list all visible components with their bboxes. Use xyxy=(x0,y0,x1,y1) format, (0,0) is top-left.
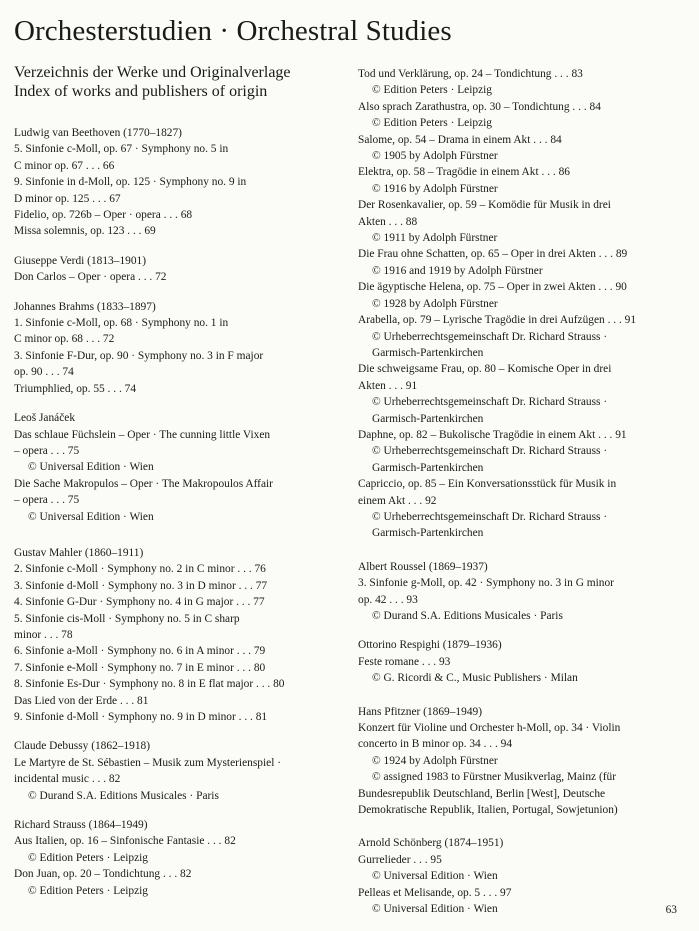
work-line: op. 42 . . . 93 xyxy=(358,593,418,606)
work-line: Salome, op. 54 – Drama in einem Akt . . . 84 xyxy=(358,133,562,146)
work-line: op. 90 . . . 74 xyxy=(14,366,74,379)
publisher-line: Garmisch-Partenkirchen xyxy=(372,412,484,425)
work-line: – opera . . . 75 xyxy=(14,444,80,457)
work-line: 3. Sinfonie F-Dur, op. 90 · Symphony no. 3 in F major xyxy=(14,349,264,362)
work-line: Arabella, op. 79 – Lyrische Tragödie in drei Aufzügen . . . 91 xyxy=(358,314,637,327)
publisher-line: © G. Ricordi & C., Music Publishers · Milan xyxy=(372,672,578,685)
composer-section xyxy=(14,125,344,240)
publisher-line: © Urheberrechtsgemeinschaft Dr. Richard Strauss · xyxy=(372,510,608,523)
composer-name: Claude Debussy (1862–1918) xyxy=(14,740,151,753)
work-line: – opera . . . 75 xyxy=(14,494,80,507)
work-line: C minor op. 67 . . . 66 xyxy=(14,159,115,172)
publisher-line: © 1928 by Adolph Fürstner xyxy=(372,297,498,310)
work-line: 4. Sinfonie G-Dur · Symphony no. 4 in G major . . . 77 xyxy=(14,596,265,609)
work-line: 1. Sinfonie c-Moll, op. 68 · Symphony no. 1 in xyxy=(14,317,229,330)
work-line: Don Carlos – Oper · opera . . . 72 xyxy=(14,271,167,284)
work-line: 6. Sinfonie a-Moll · Symphony no. 6 in A minor . . . 79 xyxy=(14,645,266,658)
work-line: Die Sache Makropulos – Oper · The Makropoulos Affair xyxy=(14,477,273,490)
composer-name: Leoš Janáček xyxy=(14,412,76,425)
page-number: 63 xyxy=(665,904,677,916)
work-line: Demokratische Republik, Italien, Portugal, Sowjetunion) xyxy=(358,804,618,817)
work-line: Tod und Verklärung, op. 24 – Tondichtung . . . 83 xyxy=(358,68,583,80)
composer-name: Gustav Mahler (1860–1911) xyxy=(14,546,144,559)
work-line: 5. Sinfonie c-Moll, op. 67 · Symphony no. 5 in xyxy=(14,143,229,156)
work-line: Die Frau ohne Schatten, op. 65 – Oper in drei Akten . . . 89 xyxy=(358,248,628,261)
work-line: Le Martyre de St. Sébastien – Musik zum Mysterienspiel · xyxy=(14,756,281,769)
subtitle-english: Index of works and publishers of origin xyxy=(14,83,268,100)
work-line: Akten . . . 91 xyxy=(358,379,418,392)
work-line: 8. Sinfonie Es-Dur · Symphony no. 8 in E flat major . . . 80 xyxy=(14,678,285,691)
composer-section xyxy=(358,637,678,686)
composer-name: Richard Strauss (1864–1949) xyxy=(14,819,148,832)
work-line: Akten . . . 88 xyxy=(358,215,418,228)
composer-section xyxy=(358,704,678,819)
composer-name: Albert Roussel (1869–1937) xyxy=(358,560,488,573)
publisher-line: © 1916 and 1919 by Adolph Fürstner xyxy=(372,264,543,277)
publisher-line: © 1905 by Adolph Fürstner xyxy=(372,150,498,163)
page-title: Orchesterstudien · Orchestral Studies xyxy=(14,15,452,47)
composer-section xyxy=(358,835,678,917)
work-line: Das schlaue Füchslein – Oper · The cunning little Vixen xyxy=(14,428,271,441)
composer-section xyxy=(14,299,344,397)
work-line: 2. Sinfonie c-Moll · Symphony no. 2 in C minor . . . 76 xyxy=(14,563,266,576)
work-line: incidental music . . . 82 xyxy=(14,773,121,786)
publisher-line: © 1911 by Adolph Fürstner xyxy=(372,232,498,245)
work-line: C minor op. 68 . . . 72 xyxy=(14,333,115,346)
publisher-line: © Universal Edition · Wien xyxy=(372,870,498,883)
composer-name: Arnold Schönberg (1874–1951) xyxy=(358,837,504,850)
work-line: Daphne, op. 82 – Bukolische Tragödie in einem Akt . . . 91 xyxy=(358,428,627,441)
work-line: Also sprach Zarathustra, op. 30 – Tondichtung . . . 84 xyxy=(358,100,601,113)
publisher-line: © Durand S.A. Editions Musicales · Paris xyxy=(28,789,219,802)
publisher-line: Garmisch-Partenkirchen xyxy=(372,461,484,474)
work-line: 9. Sinfonie in d-Moll, op. 125 · Symphony no. 9 in xyxy=(14,176,247,189)
work-line: Elektra, op. 58 – Tragödie in einem Akt . . . 86 xyxy=(358,166,570,179)
work-line: minor . . . 78 xyxy=(14,628,73,641)
work-line: einem Akt . . . 92 xyxy=(358,494,437,507)
publisher-line: Garmisch-Partenkirchen xyxy=(372,346,484,359)
work-line: Das Lied von der Erde . . . 81 xyxy=(14,694,149,707)
index-subtitle xyxy=(14,63,291,101)
publisher-line: © 1916 by Adolph Fürstner xyxy=(372,182,498,195)
publisher-line: © Edition Peters · Leipzig xyxy=(28,851,149,864)
work-line: Die ägyptische Helena, op. 75 – Oper in zwei Akten . . . 90 xyxy=(358,281,627,294)
composer-section xyxy=(14,410,344,525)
work-line: Feste romane . . . 93 xyxy=(358,655,451,668)
publisher-line: Garmisch-Partenkirchen xyxy=(372,527,484,540)
work-line: Gurrelieder . . . 95 xyxy=(358,853,442,866)
work-line: 5. Sinfonie cis-Moll · Symphony no. 5 in C sharp xyxy=(14,612,240,625)
work-line: Die schweigsame Frau, op. 80 – Komische Oper in drei xyxy=(358,363,612,376)
publisher-line: © Urheberrechtsgemeinschaft Dr. Richard Strauss · xyxy=(372,330,608,343)
work-line: 9. Sinfonie d-Moll · Symphony no. 9 in D minor . . . 81 xyxy=(14,711,268,723)
publisher-line: © Edition Peters · Leipzig xyxy=(372,117,493,130)
publisher-line: © Edition Peters · Leipzig xyxy=(372,84,493,97)
work-line: Capriccio, op. 85 – Ein Konversationsstück für Musik in xyxy=(358,478,617,491)
right-column xyxy=(358,66,678,931)
composer-name: Giuseppe Verdi (1813–1901) xyxy=(14,254,147,267)
composer-section xyxy=(14,817,344,899)
publisher-line: © Urheberrechtsgemeinschaft Dr. Richard Strauss · xyxy=(372,445,608,458)
composer-section xyxy=(14,738,344,804)
work-line: Aus Italien, op. 16 – Sinfonische Fantasie . . . 82 xyxy=(14,835,236,848)
work-line: Don Juan, op. 20 – Tondichtung . . . 82 xyxy=(14,868,192,881)
work-line: Der Rosenkavalier, op. 59 – Komödie für Musik in drei xyxy=(358,199,611,212)
left-column xyxy=(14,125,344,912)
composer-section xyxy=(14,253,344,286)
work-line: concerto in B minor op. 34 . . . 94 xyxy=(358,738,513,751)
work-line: Missa solemnis, op. 123 . . . 69 xyxy=(14,225,156,238)
publisher-line: © Urheberrechtsgemeinschaft Dr. Richard Strauss · xyxy=(372,396,608,409)
publisher-line: © 1924 by Adolph Fürstner xyxy=(372,754,498,767)
publisher-line: © Universal Edition · Wien xyxy=(28,461,154,474)
work-line: D minor op. 125 . . . 67 xyxy=(14,192,121,205)
composer-section xyxy=(14,545,344,725)
composer-section xyxy=(358,66,678,542)
publisher-line: © Universal Edition · Wien xyxy=(28,510,154,523)
work-line: Fidelio, op. 726b – Oper · opera . . . 68 xyxy=(14,209,193,222)
work-line: 3. Sinfonie g-Moll, op. 42 · Symphony no. 3 in G minor xyxy=(358,577,614,590)
work-line: 3. Sinfonie d-Moll · Symphony no. 3 in D minor . . . 77 xyxy=(14,579,268,592)
publisher-line: © Universal Edition · Wien xyxy=(372,903,498,916)
publisher-line: © Durand S.A. Editions Musicales · Paris xyxy=(372,610,563,622)
publisher-line: © assigned 1983 to Fürstner Musikverlag, Mainz (für xyxy=(372,771,617,784)
work-line: Pelleas et Melisande, op. 5 . . . 97 xyxy=(358,886,512,899)
composer-name: Johannes Brahms (1833–1897) xyxy=(14,300,156,313)
composer-section xyxy=(358,559,678,625)
work-line: Bundesrepublik Deutschland, Berlin [West], Deutsche xyxy=(358,787,606,800)
composer-name: Ottorino Respighi (1879–1936) xyxy=(358,639,502,652)
composer-name: Hans Pfitzner (1869–1949) xyxy=(358,705,483,718)
publisher-line: © Edition Peters · Leipzig xyxy=(28,884,149,897)
subtitle-german: Verzeichnis der Werke und Originalverlage xyxy=(14,64,291,81)
work-line: 7. Sinfonie e-Moll · Symphony no. 7 in E minor . . . 80 xyxy=(14,661,266,674)
work-line: Triumphlied, op. 55 . . . 74 xyxy=(14,382,137,395)
work-line: Konzert für Violine und Orchester h-Moll, op. 34 · Violin xyxy=(358,722,621,735)
composer-name: Ludwig van Beethoven (1770–1827) xyxy=(14,127,182,139)
